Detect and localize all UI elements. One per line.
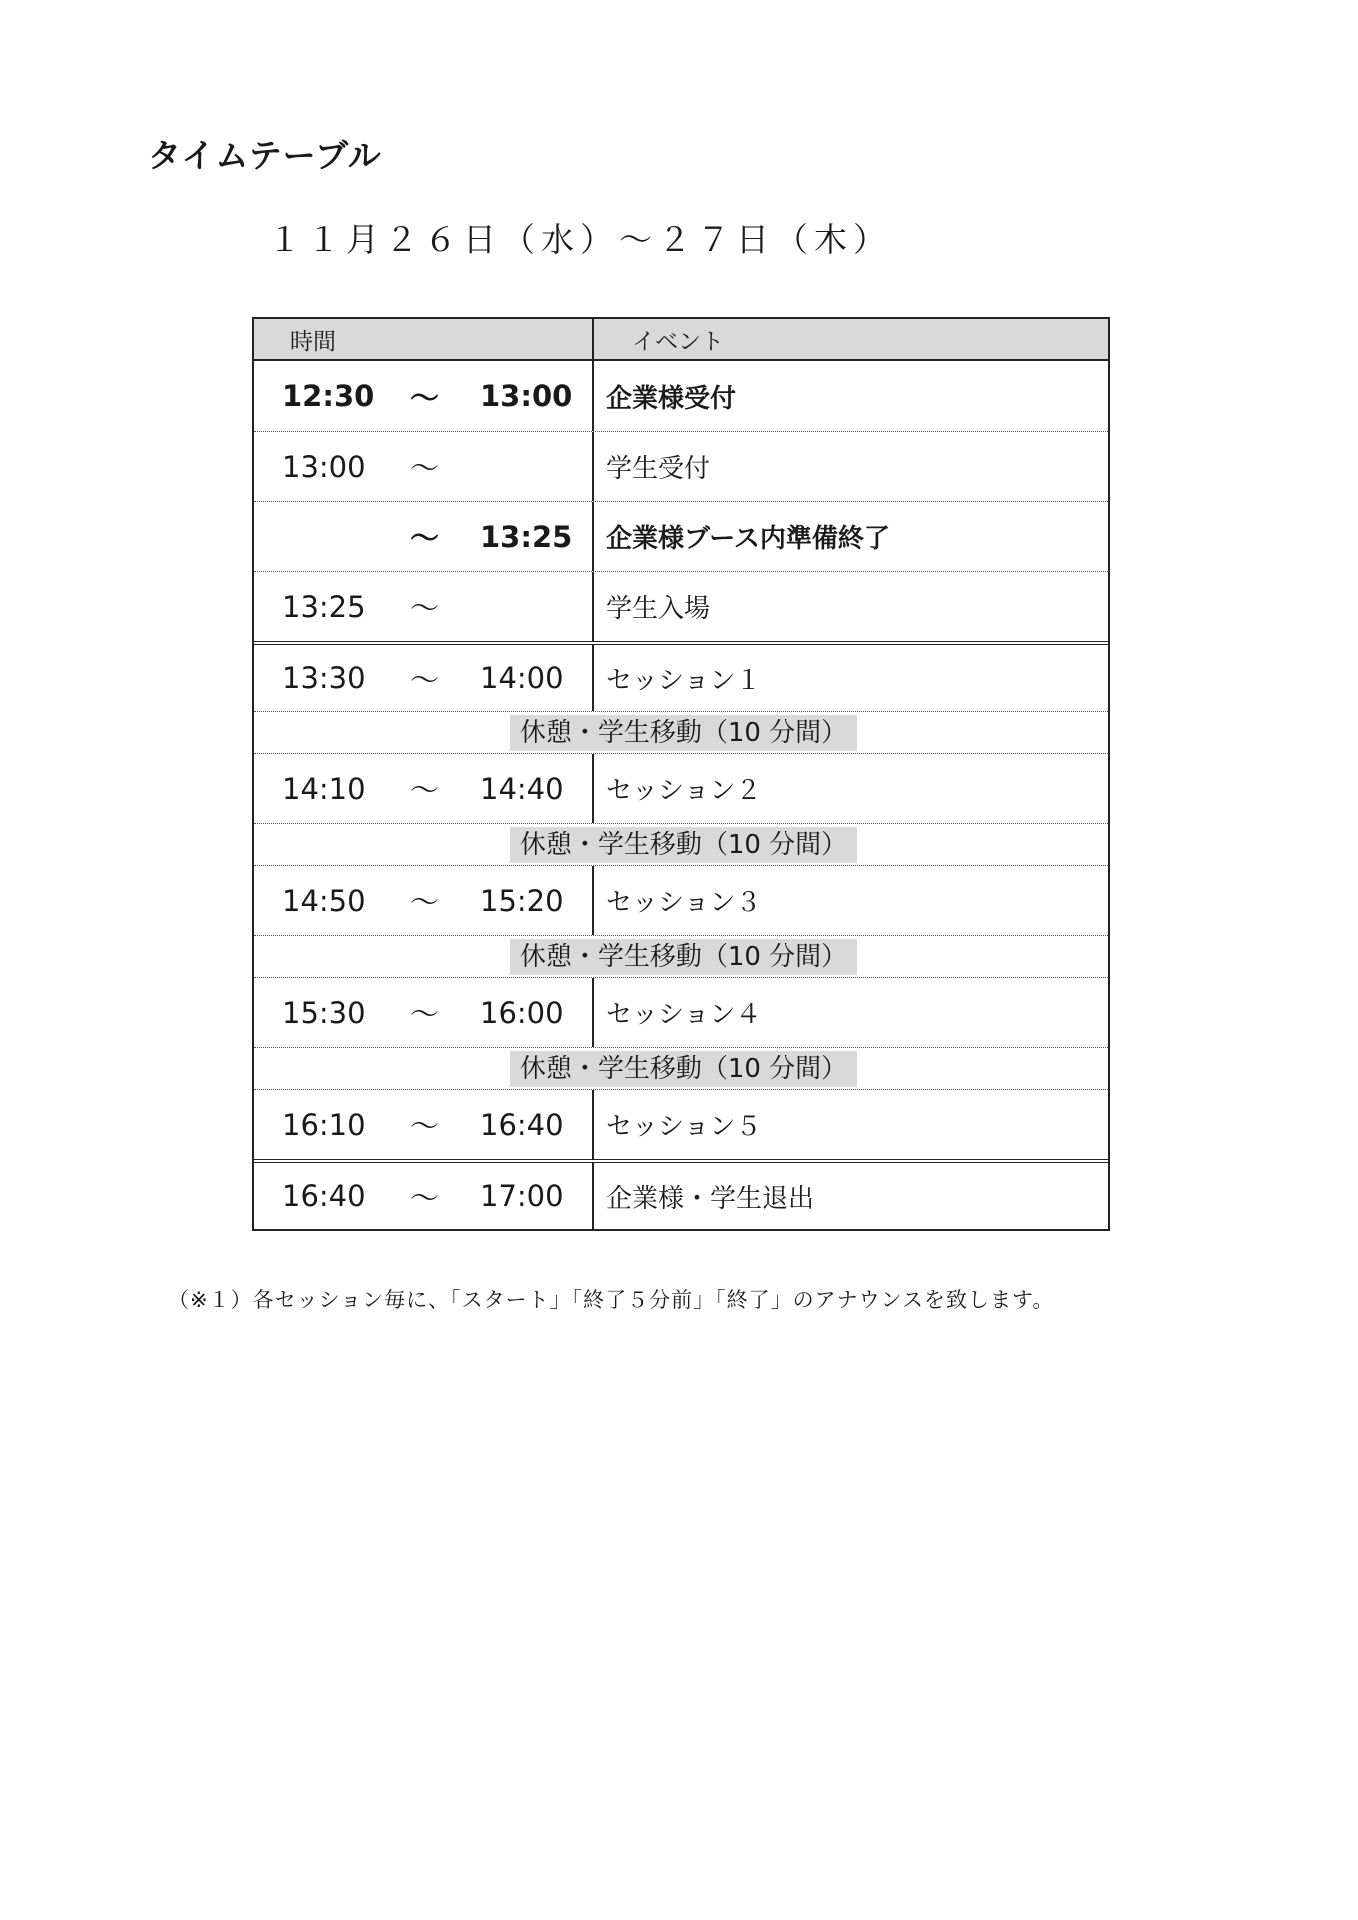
event-cell: セッション３ xyxy=(606,888,762,918)
start-time: 12:30 xyxy=(282,379,375,413)
time-cell xyxy=(254,978,594,1047)
break-row xyxy=(254,935,1108,977)
time-cell xyxy=(254,754,594,823)
table-row xyxy=(254,361,1108,431)
tilde: ～ xyxy=(410,885,440,919)
start-time: 15:30 xyxy=(282,995,366,1030)
event-cell: セッション２ xyxy=(606,776,762,806)
end-time: 16:00 xyxy=(480,995,564,1030)
tilde: ～ xyxy=(410,521,440,555)
break-row xyxy=(254,1047,1108,1089)
end-time: 14:00 xyxy=(480,661,564,695)
table-row xyxy=(254,431,1108,501)
header-time: 時間 xyxy=(254,319,594,359)
event-cell: 企業様ブース内準備終了 xyxy=(606,524,890,554)
tilde: ～ xyxy=(410,1180,440,1215)
break-label: 休憩・学生移動（10 分間） xyxy=(510,939,857,975)
event-cell: セッション５ xyxy=(606,1112,762,1142)
table-row xyxy=(254,641,1108,711)
table-row xyxy=(254,501,1108,571)
table-row xyxy=(254,977,1108,1047)
start-time: 14:50 xyxy=(282,883,366,918)
page-title: タイムテーブル xyxy=(148,136,382,175)
header-event: イベント xyxy=(632,328,724,355)
start-time: 13:00 xyxy=(282,449,366,484)
time-cell xyxy=(254,1090,594,1159)
break-label: 休憩・学生移動（10 分間） xyxy=(510,715,857,751)
end-time: 17:00 xyxy=(480,1179,564,1213)
start-time: 14:10 xyxy=(282,771,366,806)
event-cell: 学生入場 xyxy=(606,594,711,624)
timetable xyxy=(252,317,1110,1231)
table-row xyxy=(254,1159,1108,1229)
table-row xyxy=(254,753,1108,823)
time-cell xyxy=(254,1163,594,1229)
tilde: ～ xyxy=(410,380,440,415)
tilde: ～ xyxy=(410,997,440,1031)
date-range: １１月２６日（水）～２７日（木） xyxy=(268,220,892,259)
tilde: ～ xyxy=(410,591,440,625)
start-time: 13:25 xyxy=(282,589,366,624)
time-cell xyxy=(254,572,594,641)
start-time: 16:10 xyxy=(282,1107,366,1142)
break-label: 休憩・学生移動（10 分間） xyxy=(510,1051,857,1087)
tilde: ～ xyxy=(410,773,440,807)
end-time: 15:20 xyxy=(480,883,564,918)
table-row xyxy=(254,865,1108,935)
end-time: 14:40 xyxy=(480,771,564,806)
tilde: ～ xyxy=(410,662,440,697)
table-row xyxy=(254,571,1108,641)
table-header xyxy=(254,319,1108,361)
event-cell: 学生受付 xyxy=(606,454,711,484)
start-time: 13:30 xyxy=(282,661,366,695)
time-cell xyxy=(254,502,594,571)
event-cell: 企業様・学生退出 xyxy=(606,1183,815,1214)
time-cell xyxy=(254,432,594,501)
tilde: ～ xyxy=(410,1109,440,1143)
event-cell: セッション１ xyxy=(606,665,762,696)
event-cell: 企業様受付 xyxy=(606,383,737,414)
footnote: （※１）各セッション毎に、「スタート」「終了５分前」「終了」のアナウンスを致します。 xyxy=(168,1288,1055,1312)
time-cell xyxy=(254,866,594,935)
break-label: 休憩・学生移動（10 分間） xyxy=(510,827,857,863)
time-cell xyxy=(254,361,594,431)
end-time: 13:00 xyxy=(480,379,573,413)
end-time: 16:40 xyxy=(480,1107,564,1142)
end-time: 13:25 xyxy=(480,519,573,554)
tilde: ～ xyxy=(410,451,440,485)
start-time: 16:40 xyxy=(282,1179,366,1213)
time-cell xyxy=(254,645,594,711)
table-row xyxy=(254,1089,1108,1159)
event-cell: セッション４ xyxy=(606,1000,762,1030)
break-row xyxy=(254,823,1108,865)
break-row xyxy=(254,711,1108,753)
